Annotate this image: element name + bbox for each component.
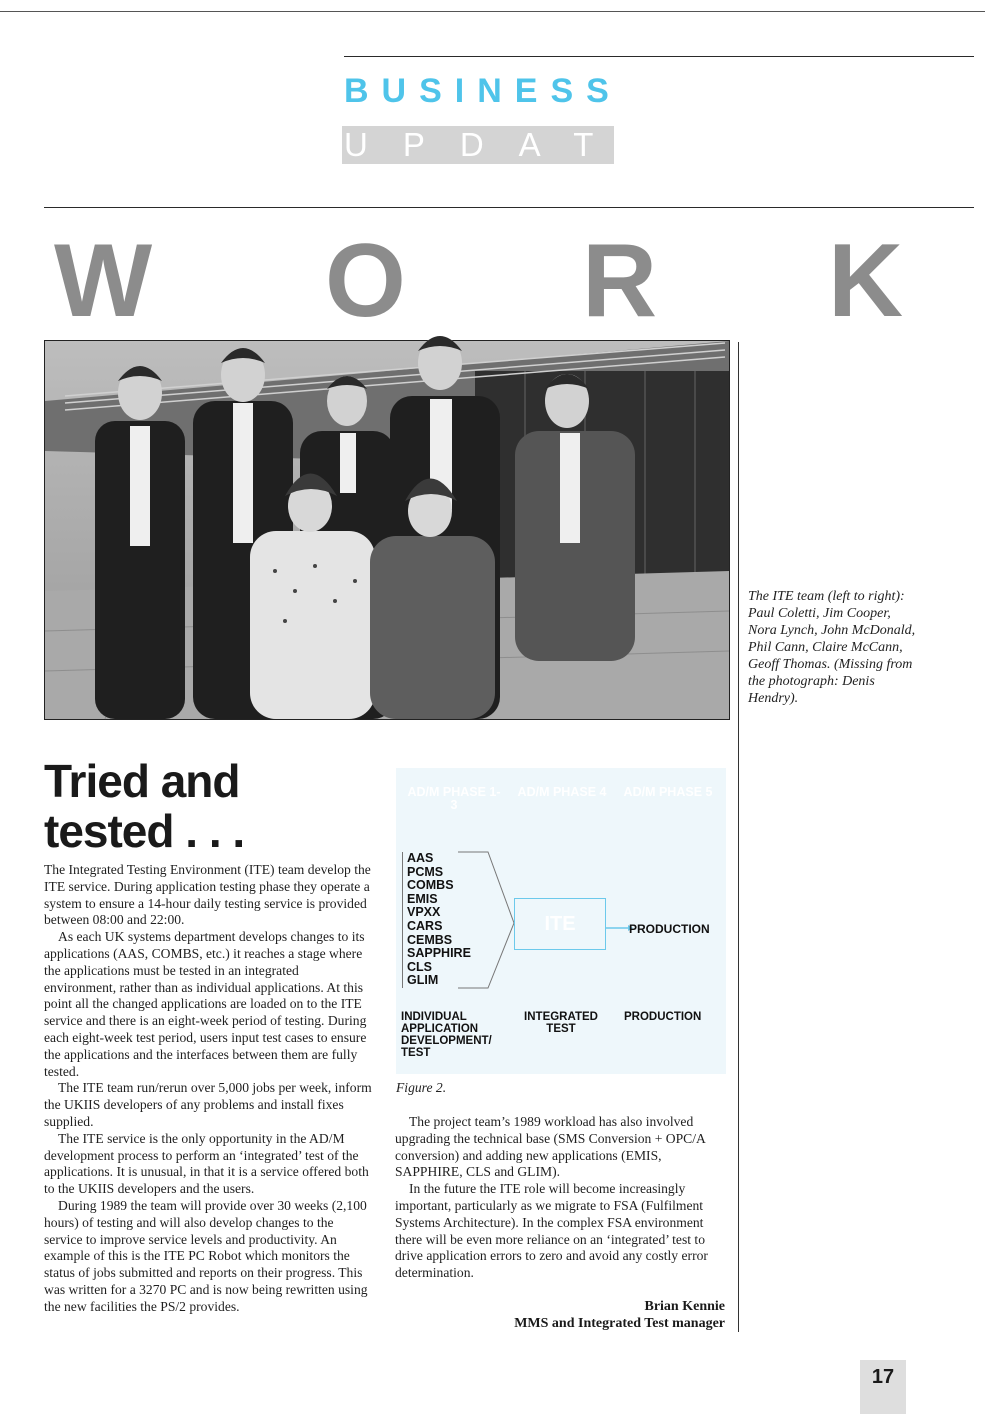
author-title: MMS and Integrated Test manager xyxy=(514,1316,725,1331)
application-item: COMBS xyxy=(407,878,454,893)
paragraph: The ITE team run/rerun over 5,000 jobs per week, inform the UKIIS developers of any problems and install fixes supplied. xyxy=(44,1080,372,1129)
article-column-left xyxy=(44,862,374,1316)
application-item: AAS xyxy=(407,851,434,865)
article-column-right xyxy=(395,1114,725,1282)
photo-caption: The ITE team (left to right): Paul Coletti, Jim Cooper, Nora Lynch, John McDonald, Phil Cann, Claire McCann, Geoff Thomas. (Missing from the photograph: Denis Hendry). xyxy=(748,589,916,706)
masthead-business: BUSINESS xyxy=(344,72,622,110)
application-item: VPXX xyxy=(407,905,441,920)
paragraph: The Integrated Testing Environment (ITE) team develop the ITE service. During application testing phase they operate a system to ensure a 14-hour daily testing service is provided between 08:00 and 22:00. xyxy=(44,862,371,928)
application-item: CLS xyxy=(407,959,432,974)
phase-label-2: AD/M PHASE 4 xyxy=(517,785,607,799)
team-photo xyxy=(44,340,730,720)
bottom-label-integrated: INTEGRATED TEST xyxy=(524,1011,598,1035)
masthead-update: UPDATE xyxy=(344,126,686,163)
author-block xyxy=(440,1298,725,1332)
paragraph: As each UK systems department develops changes to its applications (AAS, COMBS, etc.) it reaches a stage where the applications must be tested in an integrated environment, rather than as individual applications. At this point all the changed applications are loaded on to the ITE service and there is an eight-week period of testing. During each eight-week test period, users input test cases to ensure the applications and the interfaces between them are fully tested. xyxy=(44,929,367,1079)
article-headline: Tried and tested . . . xyxy=(44,755,245,857)
application-list xyxy=(402,852,487,988)
banner-letter-o: O xyxy=(325,223,406,339)
masthead-rule-bottom xyxy=(44,207,974,208)
application-item: EMIS xyxy=(407,891,438,906)
application-item: SAPPHIRE xyxy=(407,946,471,961)
author-name: Brian Kennie xyxy=(644,1299,725,1314)
top-edge-rule xyxy=(0,11,985,12)
paragraph: The ITE service is the only opportunity in the AD/M development process to perform an ‘integrated’ test of the applications. It is unusual, in that it is a service offered both to the UKIIS developers and the users. xyxy=(44,1130,369,1197)
page-number: 17 xyxy=(871,1366,895,1388)
paragraph: In the future the ITE role will become increasingly important, particularly as we migrate to FSA (Fulfilment Systems Architecture). In the complex FSA environment there will be even more reliance on an ‘integrated’ test to drive application errors to zero and avoid any costly error determination. xyxy=(395,1181,708,1281)
application-item: CARS xyxy=(407,918,443,933)
banner-letter-k: K xyxy=(828,223,904,339)
application-item: PCMS xyxy=(407,864,444,879)
masthead-rule-top xyxy=(344,56,974,57)
paragraph: The project team’s 1989 workload has also involved upgrading the technical base (SMS Conversion + OPC/A conversion) and adding new applications (EMIS, SAPPHIRE, CLS and GLIM). xyxy=(395,1114,706,1180)
banner-letter-r: R xyxy=(582,223,658,339)
ite-box: ITE xyxy=(514,898,606,950)
bottom-label-production: PRODUCTION xyxy=(624,1011,702,1023)
bottom-label-development: INDIVIDUAL APPLICATION DEVELOPMENT/ TEST xyxy=(401,1011,492,1059)
production-arrow-label: PRODUCTION xyxy=(629,922,710,936)
phase-label-1: AD/M PHASE 1-3 xyxy=(407,785,501,812)
application-item: GLIM xyxy=(407,973,439,988)
team-photo-illustration xyxy=(45,341,729,719)
figure-caption: Figure 2. xyxy=(396,1080,447,1095)
figure-2-diagram xyxy=(396,768,726,1074)
application-item: CEMBS xyxy=(407,932,453,947)
paragraph: During 1989 the team will provide over 30 weeks (2,100 hours) of testing and will also develop changes to the service to improve service levels and productivity. An example of this is the ITE PC Robot which monitors the status of jobs submitted and reports on their progress. This was written for a 3270 PC and is now being rewritten using the new facilities the PS/2 provides. xyxy=(44,1197,368,1314)
banner-letter-w: W xyxy=(54,223,153,339)
column-divider xyxy=(738,342,739,1332)
phase-label-3: AD/M PHASE 5 xyxy=(623,785,713,799)
